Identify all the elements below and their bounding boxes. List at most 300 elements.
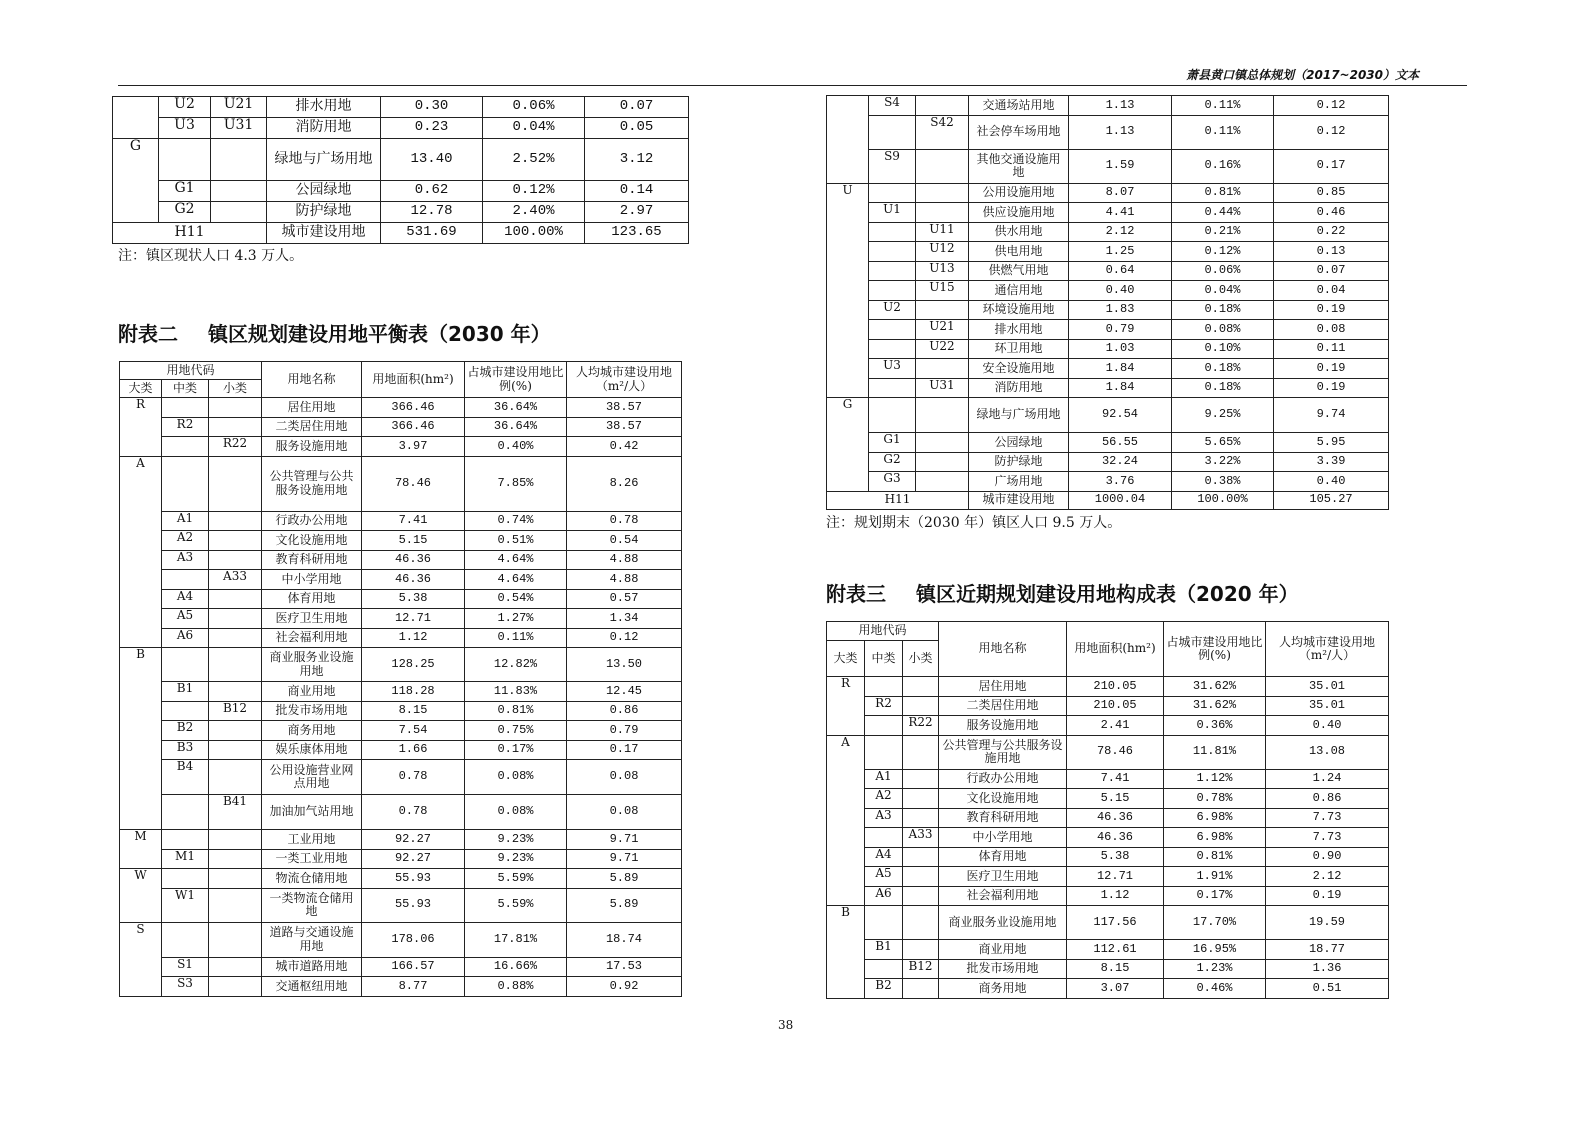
medium-code-cell xyxy=(865,716,903,736)
table-note: 注：镇区现状人口 4.3 万人。 xyxy=(118,248,304,264)
table-row xyxy=(113,181,689,202)
land-name-cell: 排水用地 xyxy=(969,320,1069,340)
per-capita-cell: 0.07 xyxy=(1274,261,1389,281)
land-name-cell: 医疗卫生用地 xyxy=(939,867,1067,887)
per-capita-cell: 0.07 xyxy=(585,97,689,118)
ratio-cell: 1.23% xyxy=(1164,959,1266,979)
area-cell: 128.25 xyxy=(362,648,465,682)
per-capita-cell: 8.26 xyxy=(567,456,682,511)
table-row xyxy=(120,456,682,511)
ratio-cell: 0.12% xyxy=(483,181,585,202)
land-name-cell: 医疗卫生用地 xyxy=(262,609,362,629)
ratio-cell: 6.98% xyxy=(1164,828,1266,848)
area-cell: 1.13 xyxy=(1069,115,1172,149)
medium-code-cell xyxy=(159,139,211,181)
land-name-cell: 排水用地 xyxy=(267,97,381,118)
per-capita-cell: 17.53 xyxy=(567,957,682,977)
table-row xyxy=(827,847,1389,867)
medium-code-cell: A1 xyxy=(162,511,209,531)
minor-code-cell xyxy=(903,808,939,828)
ratio-cell: 0.74% xyxy=(465,511,567,531)
minor-code-cell: U21 xyxy=(211,97,267,118)
minor-code-cell: U11 xyxy=(916,222,969,242)
area-cell: 0.64 xyxy=(1069,261,1172,281)
table-row xyxy=(827,115,1389,149)
minor-code-cell xyxy=(209,888,262,922)
total-name-cell: 城市建设用地 xyxy=(267,223,381,244)
ratio-cell: 6.98% xyxy=(1164,808,1266,828)
medium-code-cell xyxy=(162,648,209,682)
area-cell: 3.97 xyxy=(362,437,465,457)
heading-text: 镇区规划建设用地平衡表（2030 年） xyxy=(208,322,551,346)
per-capita-cell: 1.34 xyxy=(567,609,682,629)
medium-code-cell: A2 xyxy=(162,531,209,551)
area-cell: 0.23 xyxy=(381,118,483,139)
land-name-cell: 一类工业用地 xyxy=(262,849,362,869)
land-name-cell: 公用设施营业网点用地 xyxy=(262,760,362,795)
per-capita-cell: 0.90 xyxy=(1266,847,1389,867)
per-capita-cell: 5.89 xyxy=(567,869,682,889)
medium-code-cell: A4 xyxy=(162,589,209,609)
medium-code-cell: A6 xyxy=(865,886,903,906)
minor-code-cell xyxy=(916,183,969,203)
per-capita-cell: 0.08 xyxy=(1274,320,1389,340)
ratio-cell: 11.83% xyxy=(465,682,567,702)
ratio-cell: 31.62% xyxy=(1164,677,1266,697)
major-code-cell: W xyxy=(120,869,162,923)
ratio-cell: 5.59% xyxy=(465,869,567,889)
table-row xyxy=(120,648,682,682)
table-row xyxy=(827,398,1389,433)
land-name-cell: 公共管理与公共服务设施用地 xyxy=(262,456,362,511)
ratio-cell: 2.52% xyxy=(483,139,585,181)
section-heading-appendix-2 xyxy=(118,318,551,347)
header-ratio: 占城市建设用地比例(%) xyxy=(1164,622,1266,677)
per-capita-cell: 38.57 xyxy=(567,398,682,418)
table-row xyxy=(120,922,682,957)
land-name-cell: 供水用地 xyxy=(969,222,1069,242)
medium-code-cell xyxy=(869,320,916,340)
minor-code-cell: A33 xyxy=(903,828,939,848)
minor-code-cell xyxy=(211,202,267,223)
table-row xyxy=(120,795,682,830)
land-name-cell: 通信用地 xyxy=(969,281,1069,301)
area-cell: 1.25 xyxy=(1069,242,1172,262)
medium-code-cell: B2 xyxy=(162,721,209,741)
ratio-cell: 0.16% xyxy=(1172,149,1274,183)
total-row xyxy=(827,491,1389,509)
land-name-cell: 批发市场用地 xyxy=(262,701,362,721)
medium-code-cell: U2 xyxy=(159,97,211,118)
area-cell: 0.62 xyxy=(381,181,483,202)
area-cell: 12.71 xyxy=(1067,867,1164,887)
land-name-cell: 商业服务业设施用地 xyxy=(262,648,362,682)
heading-label: 附表三 xyxy=(826,582,886,606)
area-cell: 5.38 xyxy=(362,589,465,609)
per-capita-cell: 5.95 xyxy=(1274,433,1389,453)
table-row xyxy=(120,957,682,977)
per-capita-cell: 0.85 xyxy=(1274,183,1389,203)
per-capita-cell: 38.57 xyxy=(567,417,682,437)
area-cell: 7.41 xyxy=(362,511,465,531)
land-name-cell: 工业用地 xyxy=(262,830,362,850)
per-capita-cell: 0.13 xyxy=(1274,242,1389,262)
land-name-cell: 交通枢纽用地 xyxy=(262,977,362,997)
header-major: 大类 xyxy=(120,380,162,398)
land-name-cell: 行政办公用地 xyxy=(939,769,1067,789)
land-name-cell: 社会停车场用地 xyxy=(969,115,1069,149)
medium-code-cell xyxy=(869,398,916,433)
per-capita-cell: 0.42 xyxy=(567,437,682,457)
medium-code-cell: G1 xyxy=(159,181,211,202)
per-capita-cell: 0.08 xyxy=(567,795,682,830)
ratio-cell: 9.25% xyxy=(1172,398,1274,433)
area-cell: 92.27 xyxy=(362,830,465,850)
area-cell: 13.40 xyxy=(381,139,483,181)
medium-code-cell xyxy=(869,115,916,149)
minor-code-cell xyxy=(903,940,939,960)
minor-code-cell xyxy=(209,977,262,997)
medium-code-cell: B1 xyxy=(162,682,209,702)
minor-code-cell xyxy=(916,300,969,320)
land-name-cell: 物流仓储用地 xyxy=(262,869,362,889)
ratio-cell: 0.06% xyxy=(1172,261,1274,281)
ratio-cell: 0.04% xyxy=(483,118,585,139)
medium-code-cell: G2 xyxy=(159,202,211,223)
per-capita-cell: 9.71 xyxy=(567,849,682,869)
near-term-land-composition-table xyxy=(826,621,1389,999)
land-name-cell: 娱乐康体用地 xyxy=(262,740,362,760)
ratio-cell: 0.88% xyxy=(465,977,567,997)
medium-code-cell: A5 xyxy=(162,609,209,629)
ratio-cell: 0.11% xyxy=(1172,96,1274,116)
land-name-cell: 文化设施用地 xyxy=(939,789,1067,809)
land-name-cell: 绿地与广场用地 xyxy=(969,398,1069,433)
minor-code-cell xyxy=(209,830,262,850)
table-row xyxy=(120,550,682,570)
per-capita-cell: 0.40 xyxy=(1266,716,1389,736)
total-row xyxy=(113,223,689,244)
table-row xyxy=(827,96,1389,116)
per-capita-cell: 0.12 xyxy=(1274,115,1389,149)
table-row xyxy=(827,696,1389,716)
major-code-cell: R xyxy=(120,398,162,457)
table-row xyxy=(827,828,1389,848)
per-capita-cell: 13.08 xyxy=(1266,735,1389,769)
minor-code-cell: A33 xyxy=(209,570,262,590)
header-name: 用地名称 xyxy=(262,362,362,398)
area-cell: 1.12 xyxy=(1067,886,1164,906)
area-cell: 8.77 xyxy=(362,977,465,997)
per-capita-cell: 9.71 xyxy=(567,830,682,850)
per-capita-cell: 0.51 xyxy=(1266,979,1389,999)
minor-code-cell xyxy=(211,139,267,181)
medium-code-cell: S1 xyxy=(162,957,209,977)
medium-code-cell xyxy=(162,869,209,889)
medium-code-cell: A4 xyxy=(865,847,903,867)
table-row xyxy=(827,959,1389,979)
planned-land-balance-table xyxy=(119,361,682,997)
minor-code-cell xyxy=(209,456,262,511)
ratio-cell: 0.36% xyxy=(1164,716,1266,736)
total-area-cell: 1000.04 xyxy=(1069,491,1172,509)
land-name-cell: 商业用地 xyxy=(262,682,362,702)
minor-code-cell xyxy=(903,789,939,809)
per-capita-cell: 0.57 xyxy=(567,589,682,609)
medium-code-cell: B2 xyxy=(865,979,903,999)
page-number: 38 xyxy=(778,1018,794,1032)
area-cell: 46.36 xyxy=(1067,808,1164,828)
header-divider xyxy=(118,85,1467,86)
minor-code-cell xyxy=(916,359,969,379)
land-name-cell: 环卫用地 xyxy=(969,339,1069,359)
header-minor: 小类 xyxy=(903,641,939,677)
minor-code-cell: U31 xyxy=(916,378,969,398)
per-capita-cell: 0.92 xyxy=(567,977,682,997)
per-capita-cell: 18.77 xyxy=(1266,940,1389,960)
table-row xyxy=(827,769,1389,789)
area-cell: 7.41 xyxy=(1067,769,1164,789)
table-row xyxy=(827,339,1389,359)
per-capita-cell: 0.79 xyxy=(567,721,682,741)
minor-code-cell xyxy=(903,696,939,716)
table-row xyxy=(827,940,1389,960)
land-name-cell: 文化设施用地 xyxy=(262,531,362,551)
land-name-cell: 商务用地 xyxy=(262,721,362,741)
per-capita-cell: 0.19 xyxy=(1274,359,1389,379)
minor-code-cell: U21 xyxy=(916,320,969,340)
major-code-cell: G xyxy=(113,139,159,223)
per-capita-cell: 4.88 xyxy=(567,550,682,570)
medium-code-cell xyxy=(162,398,209,418)
per-capita-cell: 0.86 xyxy=(567,701,682,721)
per-capita-cell: 0.46 xyxy=(1274,203,1389,223)
medium-code-cell: R2 xyxy=(865,696,903,716)
land-name-cell: 防护绿地 xyxy=(267,202,381,223)
table-row xyxy=(120,531,682,551)
area-cell: 8.07 xyxy=(1069,183,1172,203)
per-capita-cell: 0.19 xyxy=(1274,378,1389,398)
minor-code-cell xyxy=(211,181,267,202)
minor-code-cell xyxy=(903,906,939,940)
per-capita-cell: 0.78 xyxy=(567,511,682,531)
area-cell: 46.36 xyxy=(362,570,465,590)
area-cell: 1.03 xyxy=(1069,339,1172,359)
medium-code-cell: A3 xyxy=(162,550,209,570)
ratio-cell: 0.18% xyxy=(1172,359,1274,379)
medium-code-cell: R2 xyxy=(162,417,209,437)
minor-code-cell xyxy=(903,886,939,906)
major-code-cell: A xyxy=(827,735,865,906)
major-code-cell: R xyxy=(827,677,865,736)
land-name-cell: 社会福利用地 xyxy=(939,886,1067,906)
table-row xyxy=(120,570,682,590)
per-capita-cell: 0.22 xyxy=(1274,222,1389,242)
land-name-cell: 二类居住用地 xyxy=(262,417,362,437)
major-code-cell: B xyxy=(120,648,162,830)
area-cell: 78.46 xyxy=(1067,735,1164,769)
medium-code-cell: S3 xyxy=(162,977,209,997)
minor-code-cell xyxy=(903,867,939,887)
area-cell: 7.54 xyxy=(362,721,465,741)
area-cell: 8.15 xyxy=(362,701,465,721)
area-cell: 0.30 xyxy=(381,97,483,118)
ratio-cell: 0.75% xyxy=(465,721,567,741)
major-code-cell: U xyxy=(827,183,869,398)
ratio-cell: 0.51% xyxy=(465,531,567,551)
medium-code-cell: A2 xyxy=(865,789,903,809)
per-capita-cell: 13.50 xyxy=(567,648,682,682)
land-name-cell: 供燃气用地 xyxy=(969,261,1069,281)
table-row xyxy=(827,808,1389,828)
medium-code-cell xyxy=(162,830,209,850)
minor-code-cell xyxy=(209,609,262,629)
minor-code-cell xyxy=(209,648,262,682)
land-name-cell: 服务设施用地 xyxy=(262,437,362,457)
ratio-cell: 3.22% xyxy=(1172,452,1274,472)
minor-code-cell xyxy=(916,96,969,116)
ratio-cell: 36.64% xyxy=(465,398,567,418)
per-capita-cell: 3.12 xyxy=(585,139,689,181)
minor-code-cell xyxy=(209,398,262,418)
area-cell: 118.28 xyxy=(362,682,465,702)
table-row xyxy=(827,222,1389,242)
minor-code-cell xyxy=(209,589,262,609)
medium-code-cell: B3 xyxy=(162,740,209,760)
per-capita-cell: 0.54 xyxy=(567,531,682,551)
area-cell: 1.84 xyxy=(1069,378,1172,398)
minor-code-cell xyxy=(916,452,969,472)
medium-code-cell: W1 xyxy=(162,888,209,922)
table-row xyxy=(827,677,1389,697)
per-capita-cell: 2.97 xyxy=(585,202,689,223)
land-name-cell: 公用设施用地 xyxy=(969,183,1069,203)
per-capita-cell: 1.36 xyxy=(1266,959,1389,979)
table-row xyxy=(827,735,1389,769)
heading-text: 镇区近期规划建设用地构成表（2020 年） xyxy=(916,582,1299,606)
minor-code-cell: S42 xyxy=(916,115,969,149)
area-cell: 55.93 xyxy=(362,869,465,889)
minor-code-cell xyxy=(209,760,262,795)
medium-code-cell: B1 xyxy=(865,940,903,960)
minor-code-cell xyxy=(903,769,939,789)
section-heading-appendix-3 xyxy=(826,578,1299,607)
minor-code-cell xyxy=(209,682,262,702)
ratio-cell: 1.12% xyxy=(1164,769,1266,789)
medium-code-cell: U2 xyxy=(869,300,916,320)
ratio-cell: 5.59% xyxy=(465,888,567,922)
medium-code-cell: S9 xyxy=(869,149,916,183)
ratio-cell: 0.44% xyxy=(1172,203,1274,223)
land-name-cell: 社会福利用地 xyxy=(262,628,362,648)
per-capita-cell: 0.86 xyxy=(1266,789,1389,809)
area-cell: 5.15 xyxy=(362,531,465,551)
ratio-cell: 1.27% xyxy=(465,609,567,629)
medium-code-cell: A6 xyxy=(162,628,209,648)
land-name-cell: 供应设施用地 xyxy=(969,203,1069,223)
minor-code-cell xyxy=(916,472,969,492)
area-cell: 1.84 xyxy=(1069,359,1172,379)
ratio-cell: 17.70% xyxy=(1164,906,1266,940)
table-row xyxy=(827,320,1389,340)
table-row xyxy=(827,149,1389,183)
minor-code-cell xyxy=(903,677,939,697)
area-cell: 1.12 xyxy=(362,628,465,648)
ratio-cell: 0.08% xyxy=(465,760,567,795)
land-name-cell: 商业用地 xyxy=(939,940,1067,960)
per-capita-cell: 0.12 xyxy=(1274,96,1389,116)
header-minor: 小类 xyxy=(209,380,262,398)
per-capita-cell: 19.59 xyxy=(1266,906,1389,940)
header-per-capita: 人均城市建设用地（m²/人） xyxy=(1266,622,1389,677)
table-row xyxy=(120,609,682,629)
ratio-cell: 0.12% xyxy=(1172,242,1274,262)
total-ratio-cell: 100.00% xyxy=(483,223,585,244)
minor-code-cell xyxy=(209,869,262,889)
area-cell: 210.05 xyxy=(1067,696,1164,716)
land-name-cell: 居住用地 xyxy=(939,677,1067,697)
document-header-title: 萧县黄口镇总体规划（2017~2030）文本 xyxy=(1186,68,1419,82)
land-name-cell: 其他交通设施用地 xyxy=(969,149,1069,183)
planned-land-balance-table-continued xyxy=(826,95,1389,510)
ratio-cell: 0.54% xyxy=(465,589,567,609)
total-ratio-cell: 100.00% xyxy=(1172,491,1274,509)
ratio-cell: 0.81% xyxy=(1164,847,1266,867)
per-capita-cell: 4.88 xyxy=(567,570,682,590)
header-name: 用地名称 xyxy=(939,622,1067,677)
table-row xyxy=(113,139,689,181)
land-name-cell: 体育用地 xyxy=(939,847,1067,867)
minor-code-cell: U15 xyxy=(916,281,969,301)
area-cell: 0.78 xyxy=(362,760,465,795)
ratio-cell: 16.95% xyxy=(1164,940,1266,960)
minor-code-cell xyxy=(916,433,969,453)
land-name-cell: 商务用地 xyxy=(939,979,1067,999)
current-land-use-table-continued xyxy=(112,96,689,244)
land-name-cell: 城市道路用地 xyxy=(262,957,362,977)
area-cell: 2.12 xyxy=(1069,222,1172,242)
header-per-capita: 人均城市建设用地（m²/人） xyxy=(567,362,682,398)
area-cell: 32.24 xyxy=(1069,452,1172,472)
area-cell: 8.15 xyxy=(1067,959,1164,979)
ratio-cell: 0.06% xyxy=(483,97,585,118)
minor-code-cell xyxy=(209,550,262,570)
land-name-cell: 广场用地 xyxy=(969,472,1069,492)
medium-code-cell: G1 xyxy=(869,433,916,453)
per-capita-cell: 9.74 xyxy=(1274,398,1389,433)
ratio-cell: 0.10% xyxy=(1172,339,1274,359)
medium-code-cell: M1 xyxy=(162,849,209,869)
minor-code-cell xyxy=(916,398,969,433)
table-row xyxy=(827,203,1389,223)
minor-code-cell: U13 xyxy=(916,261,969,281)
land-name-cell: 消防用地 xyxy=(969,378,1069,398)
ratio-cell: 31.62% xyxy=(1164,696,1266,716)
table-row xyxy=(120,511,682,531)
ratio-cell: 12.82% xyxy=(465,648,567,682)
land-name-cell: 交通场站用地 xyxy=(969,96,1069,116)
per-capita-cell: 18.74 xyxy=(567,922,682,957)
medium-code-cell xyxy=(162,795,209,830)
minor-code-cell xyxy=(916,203,969,223)
minor-code-cell xyxy=(903,979,939,999)
minor-code-cell xyxy=(209,957,262,977)
per-capita-cell: 0.40 xyxy=(1274,472,1389,492)
medium-code-cell: U3 xyxy=(159,118,211,139)
medium-code-cell: U1 xyxy=(869,203,916,223)
minor-code-cell xyxy=(209,721,262,741)
area-cell: 1.13 xyxy=(1069,96,1172,116)
